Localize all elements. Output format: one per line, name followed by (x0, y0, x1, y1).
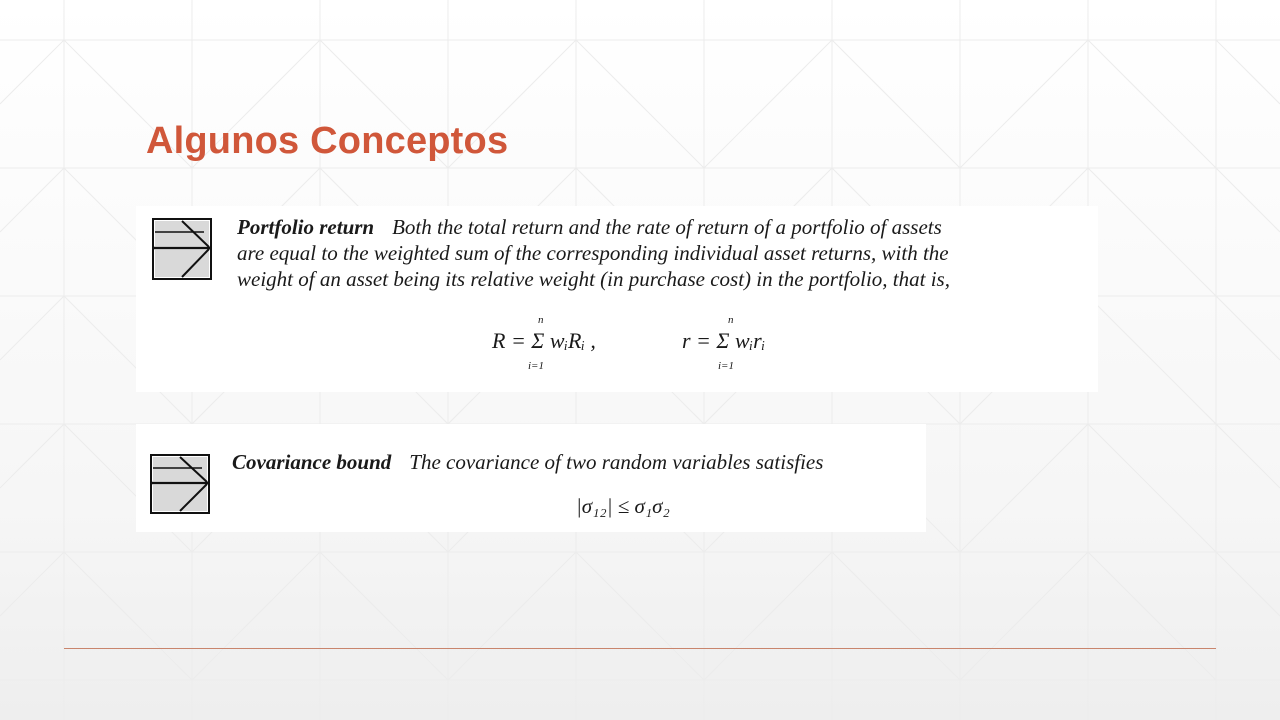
portfolio-return-text (237, 214, 950, 292)
portfolio-return-line-3: weight of an asset being its relative weight (in purchase cost) in the portfolio, that is, (237, 267, 950, 291)
formula-total-return-text: R = Σ wᵢRᵢ , (492, 328, 596, 353)
footer-divider (64, 648, 1216, 649)
covariance-bound-description: The covariance of two random variables satisfies (409, 450, 824, 474)
covariance-bound-formula: |σ₁₂| ≤ σ₁σ₂ (576, 494, 670, 518)
formula-total-return (492, 314, 596, 372)
arrow-box-icon (152, 218, 212, 280)
covariance-bound-term: Covariance bound (232, 450, 392, 474)
sum-lower-limit: i=1 (528, 360, 544, 372)
sum-upper-limit: n (538, 314, 544, 326)
portfolio-return-panel (136, 206, 1098, 392)
covariance-bound-panel (136, 424, 926, 532)
slide-title: Algunos Conceptos (146, 120, 509, 162)
arrow-box-icon (150, 454, 210, 514)
portfolio-return-line-2: are equal to the weighted sum of the corresponding individual asset returns, with the (237, 241, 949, 265)
sum-upper-limit: n (728, 314, 734, 326)
formula-rate-of-return (682, 314, 766, 372)
formula-rate-of-return-text: r = Σ wᵢrᵢ (682, 328, 766, 353)
sum-lower-limit: i=1 (718, 360, 734, 372)
portfolio-return-term: Portfolio return (237, 215, 375, 239)
portfolio-return-line-1: Both the total return and the rate of return of a portfolio of assets (392, 215, 942, 239)
covariance-bound-text (232, 450, 823, 475)
